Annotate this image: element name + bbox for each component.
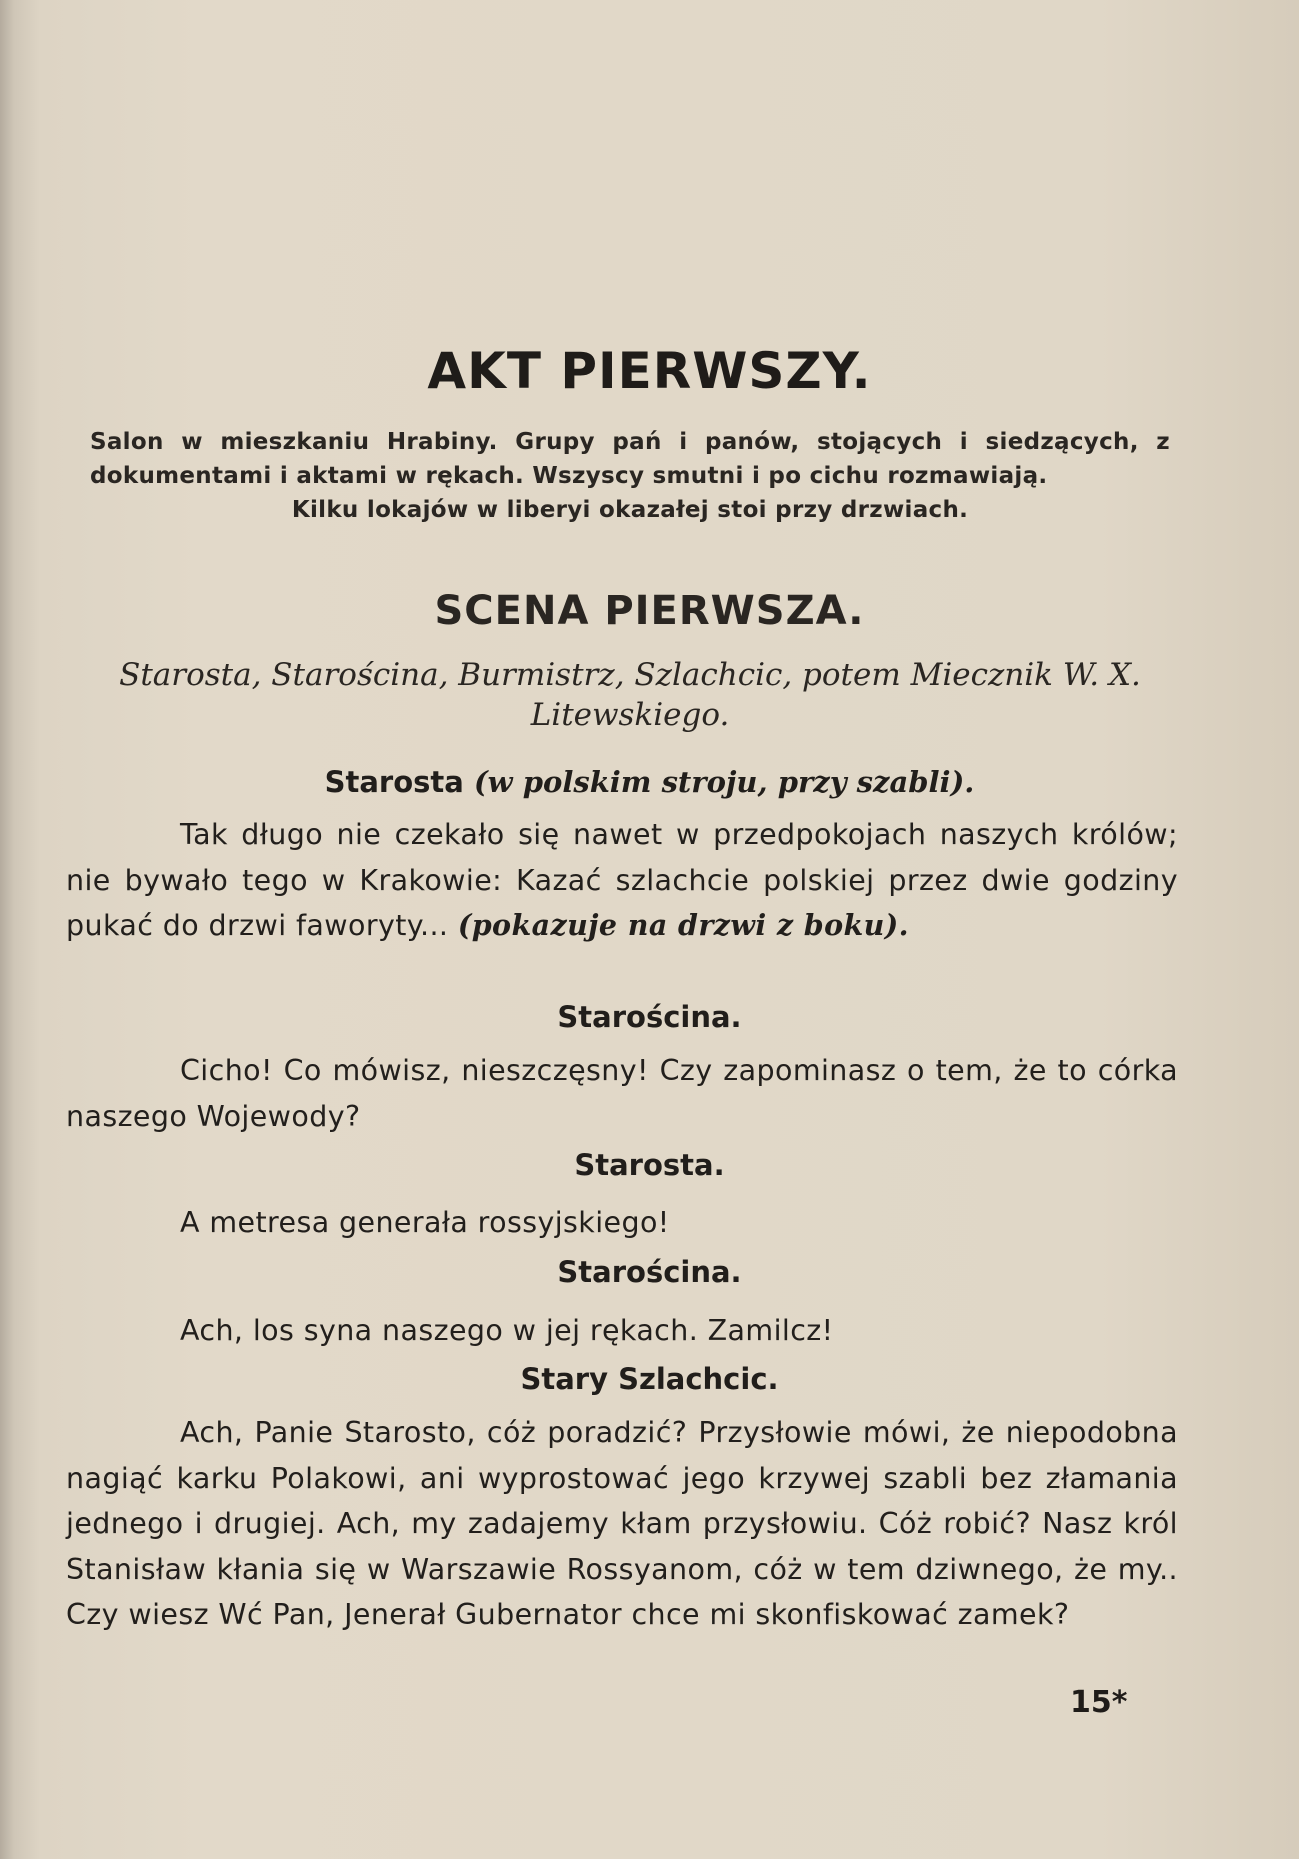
speaker-direction: (w polskim stroju, przy szabli). [473, 765, 975, 799]
stage-direction [90, 425, 1170, 527]
scene-title: SCENA PIERWSZA. [434, 588, 865, 634]
speaker-name: Starosta [324, 765, 464, 799]
speech-starosta-2: A metresa generała rossyjskiego! [180, 1206, 670, 1239]
speech-text: Tak długo nie czekało się nawet w przedpokojach naszych królów; nie bywało tego w Krakowie: Kazać szlachcie polskiej przez dwie godziny pukać do drzwi faworyty... [66, 818, 1178, 942]
speaker-staroscina: Starościna. [557, 1000, 742, 1034]
speaker-staroscina-2: Starościna. [557, 1255, 742, 1289]
speech-stary-szlachcic: Ach, Panie Starosto, cóż poradzić? Przysłowie mówi, że niepodobna nagiąć karku Polakowi, ani wyprostować jego krzywej szabli bez złamania jednego i drugiej. Ach, my zadajemy kłam przysłowiu. Cóż robić? Nasz król Stanisław kłania się w Warszawie Rossyanom, cóż w tem dziwnego, że my.. Czy wiesz Wć Pan, Jenerał Gubernator chce mi skonfiskować zamek? [66, 1416, 1178, 1631]
stage-direction-last-line: Kilku lokajów w liberyi okazałej stoi przy drzwiach. [291, 497, 969, 523]
speaker-starosta-2: Starosta. [574, 1148, 725, 1182]
act-title: AKT PIERWSZY. [427, 342, 872, 400]
speech-staroscina-1: Cicho! Co mówisz, nieszczęsny! Czy zapominasz o tem, że to córka naszego Wojewody? [66, 1054, 1178, 1133]
stage-direction-inline: (pokazuje na drzwi z boku). [457, 908, 909, 942]
speaker-starosta [0, 765, 1299, 799]
stage-direction-text: Salon w mieszkaniu Hrabiny. Grupy pań i panów, stojących i siedzących, z dokumentami i aktami w rękach. Wszyscy smutni i po cichu rozmawiają. [90, 429, 1170, 489]
speaker-stary-szlachcic: Stary Szlachcic. [520, 1362, 779, 1396]
dramatis-personae: Starosta, Starościna, Burmistrz, Szlachcic, potem Miecznik W. X. Litewskiego. [119, 657, 1141, 733]
speech-staroscina-2: Ach, los syna naszego w jej rękach. Zamilcz! [180, 1314, 834, 1347]
page-number: 15* [1070, 1685, 1128, 1720]
speech-starosta-1 [66, 812, 1178, 949]
